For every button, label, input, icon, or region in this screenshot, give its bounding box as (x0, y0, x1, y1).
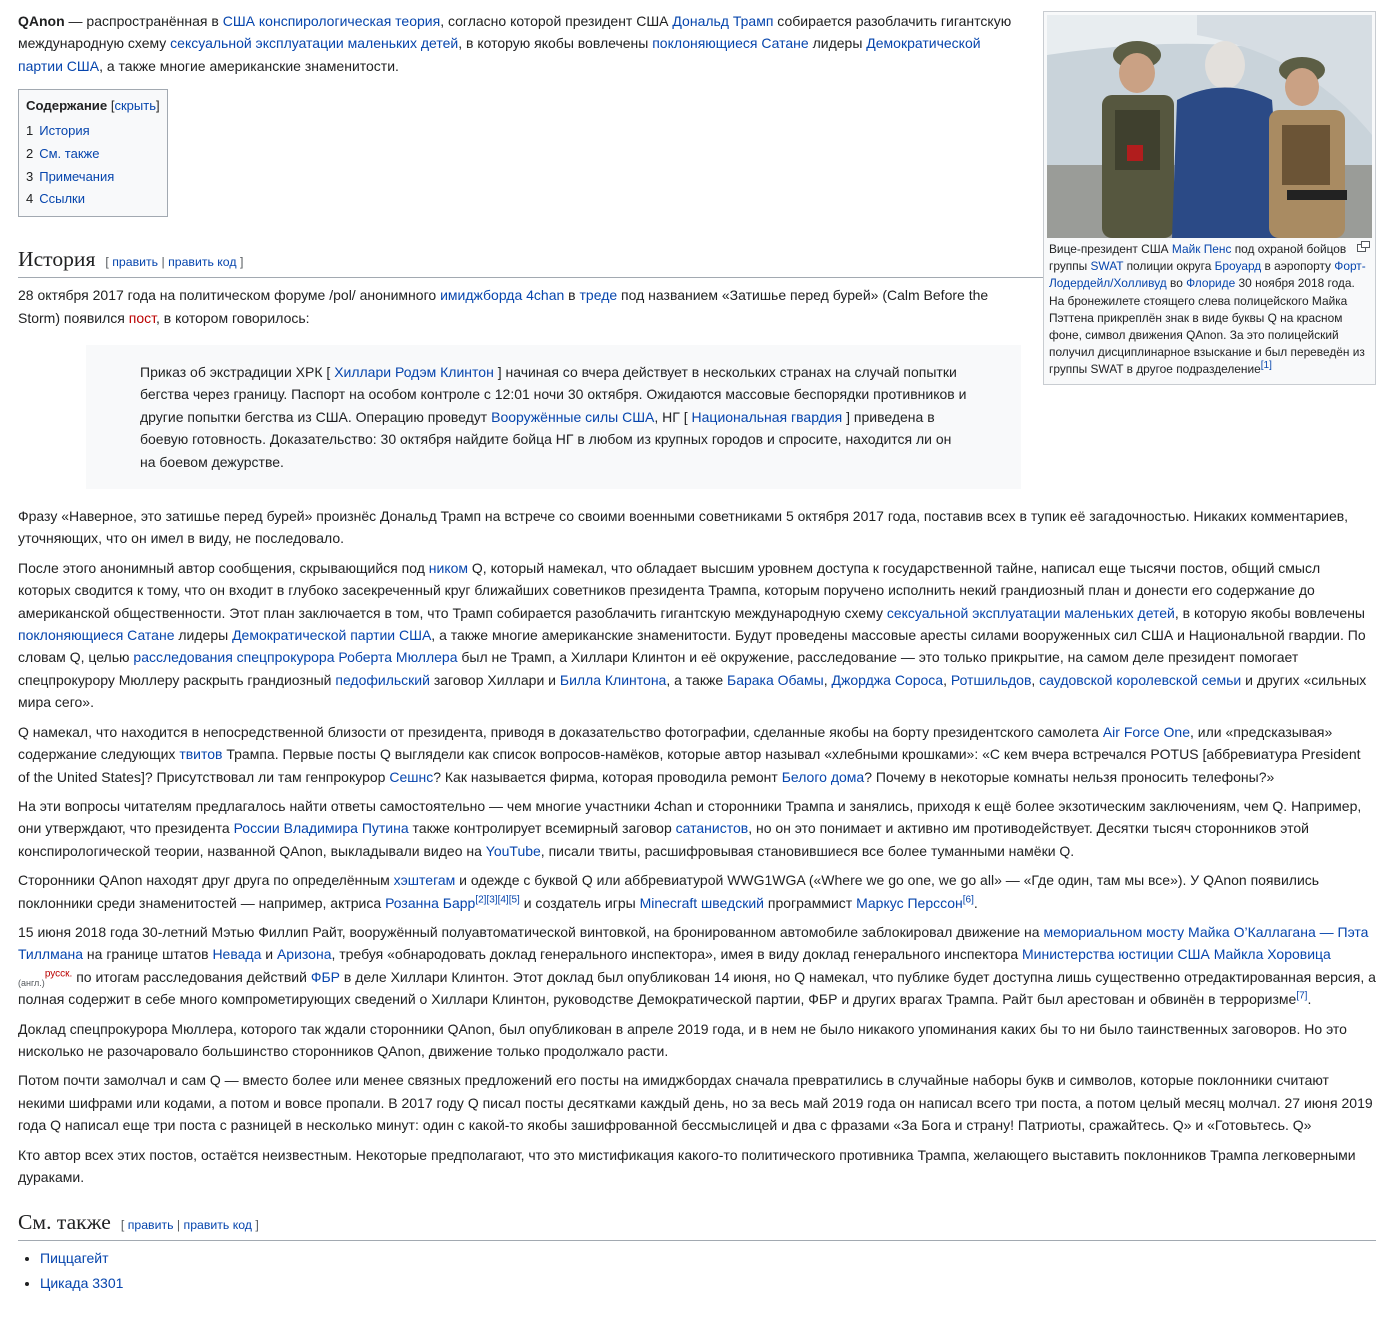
link-4chan[interactable]: 4chan (526, 287, 565, 304)
toc-item-see-also[interactable]: 2 См. также (26, 145, 100, 161)
ref-6[interactable]: [6] (962, 893, 974, 905)
edit-section-see-also: [ править | править код ] (120, 1218, 259, 1233)
link-hashtags[interactable]: хэштегам (393, 872, 456, 889)
list-item (40, 1247, 1376, 1269)
intro-paragraph: QAnon — распространённая в США конспирологическая теория, согласно которой президент США Дональд Трамп собирается разоблачить гигантскую международную схему сексуальной эксплуатации маленьких детей, в которую якобы вовлечены поклоняющиеся Сатане лидеры Демократической партии США, а также многие американские знаменитости. (18, 13, 1012, 74)
history-paragraph-5: На эти вопросы читателям предлагалось найти ответы самостоятельно — чем многие участники 4chan и сторонники Трампа и занялись, приходя к ещё более экзотическим заключениям, чем Q. Например, они утверждают, что президента России Владимира Путина также контролирует всемирный заговор сатанистов, но он это понимает и активно им противодействует. Десятки тысяч сторонников этой конспирологической теории, названной QAnon, выкладывали видео на YouTube, писали твиты, расшифровывая становившиеся все более туманными намёки Q. (18, 797, 1362, 859)
infobox-thumbnail (1043, 11, 1376, 385)
link-cicada-3301[interactable]: Цикада 3301 (40, 1274, 124, 1291)
ref-7[interactable]: [7] (1296, 990, 1308, 1002)
link-vladimir-putin[interactable]: Владимира Путина (283, 820, 409, 837)
toc-item-links[interactable]: 4 Ссылки (26, 191, 86, 207)
toc-hide-link[interactable]: скрыть (114, 98, 156, 114)
history-paragraph-8: Доклад спецпрокурора Мюллера, которого так ждали сторонники QAnon, был опубликован в апреле 2019 года, и в нем не было никакого упоминания каких бы то ни было таинственных заговоров. Но это нисколько не разочаровало большинство сторонников QAnon, движение только продолжало расти. (18, 1020, 1347, 1059)
infobox-photo[interactable] (1047, 15, 1372, 238)
link-markus-persson[interactable]: Маркус Перссон (856, 894, 963, 911)
history-paragraph-2: Фразу «Наверное, это затишье перед бурей» произнёс Дональд Трамп на встрече со своими военными советниками 5 октября 2017 года, поставив всех в тупик её загадочностью. Никаких комментариев, уточняющих, что он имел в виду, не последовало. (18, 508, 1349, 547)
link-hillary-clinton[interactable]: Хиллари Родэм Клинтон (334, 364, 494, 381)
see-also-list (40, 1247, 1376, 1294)
link-donald-trump[interactable]: Дональд Трамп (672, 13, 774, 29)
link-george-soros[interactable]: Джорджа Сороса (831, 671, 944, 688)
link-florida[interactable]: Флориде (1186, 276, 1236, 291)
link-pedophile[interactable]: педофильский (335, 671, 430, 688)
link-saudi-royal-family[interactable]: саудовской королевской семьи (1039, 671, 1242, 688)
toc-title: Содержание (26, 98, 108, 114)
magnify-icon[interactable] (1357, 241, 1370, 252)
toc-item-notes[interactable]: 3 Примечания (26, 168, 115, 184)
edit-section-history: [ править | править код ] (105, 255, 244, 270)
link-doj[interactable]: Министерства юстиции США (1022, 946, 1210, 963)
toc-list (26, 120, 160, 211)
list-item (40, 1272, 1376, 1294)
ref-1[interactable]: [1] (1260, 360, 1272, 372)
edit-code-link-see-also[interactable]: править код (183, 1218, 252, 1233)
link-swedish[interactable]: шведский (701, 894, 764, 911)
link-child-exploitation-2[interactable]: сексуальной эксплуатации маленьких детей (886, 604, 1175, 621)
infobox-caption: Вице-президент США Майк Пенс под охраной бойцов группы SWAT полиции округа Броуард в аэропорту Форт-Лодердейл/Холливуд во Флориде 30 ноября 2018 года. На бронежилете стоящего слева полицейского Майка Пэттена прикреплён знак в виде буквы Q на красном фоне, символ движения QAnon. За это полицейский получил дисциплинарное взыскание и был переведён из группы SWAT в другое подразделение[1] (1047, 238, 1372, 381)
link-mueller-investigation[interactable]: расследования спецпрокурора Роберта Мюллера (133, 649, 458, 666)
link-bill-clinton[interactable]: Билла Клинтона (559, 671, 667, 688)
link-nickname[interactable]: ником (428, 559, 469, 576)
section-heading-see-also: См. также [ править | править код ] (18, 1208, 1376, 1241)
russian-interwiki-label[interactable]: русск. (44, 968, 73, 980)
english-interwiki-label[interactable]: (англ.) (18, 977, 45, 988)
link-michael-horowitz[interactable]: Майкла Хоровица (1213, 946, 1331, 963)
history-paragraph-3: После этого анонимный автор сообщения, скрывающийся под ником Q, который намекал, что обладает высшим уровнем доступа к государственной тайне, написал еще тысячи постов, общий смысл которых сводится к тому, что он входит в глубоко засекреченный круг ближайших советников президента Трампа, которым поручено исполнить некий грандиозный план и донести его содержание до американской общественности. Этот план заключается в том, что Трамп собирается разоблачить гигантскую международную схему сексуальной эксплуатации маленьких детей, в которую якобы вовлечены поклоняющиеся Сатане лидеры Демократической партии США, а также многие американские знаменитости. Будут проведены массовые аресты силами вооруженных сил США и Национальной гвардии. По словам Q, целью расследования спецпрокурора Роберта Мюллера был не Трамп, а Хиллари Клинтон и её окружение, расследование — это только прикрытие, на самом деле президент помогает спецпрокурору Мюллеру раскрыть грандиозный педофильский заговор Хиллари и Билла Клинтона, а также Барака Обамы, Джорджа Сороса, Ротшильдов, саудовской королевской семьи и других «сильных мира сего». (18, 559, 1367, 711)
link-pizzagate[interactable]: Пиццагейт (40, 1250, 109, 1267)
link-roseanne-barr[interactable]: Розанна Барр (385, 894, 476, 911)
section-heading-history: История [ править | править код ] (18, 245, 1376, 278)
link-national-guard[interactable]: Национальная гвардия (691, 408, 843, 425)
link-mike-pence[interactable]: Майк Пенс (1171, 242, 1232, 256)
history-paragraph-10: Кто автор всех этих постов, остаётся неизвестным. Некоторые предполагают, что это мистификация какого-то политического противника Трампа, желающего выставить поклонников Трампа легковерными дураками. (18, 1146, 1356, 1186)
link-conspiracy-theory[interactable]: конспирологическая теория (258, 13, 441, 29)
link-swat[interactable]: SWAT (1090, 259, 1124, 274)
edit-link-see-also[interactable]: править (127, 1218, 174, 1233)
link-tillman-bridge[interactable]: мемориальном мосту Майка О’Каллагана — Пэта Тиллмана (18, 923, 1369, 963)
link-thread[interactable]: треде (579, 287, 618, 304)
history-paragraph-6: Сторонники QAnon находят друг друга по определённым хэштегам и одежде с буквой Q или аббревиатурой WWG1WGA («Where we go one, we go all» — «Где один, там мы все»). У QAnon появились поклонники среди знаменитостей — например, актриса Розанна Барр[2][3][4][5] и создатель игры Minecraft шведский программист Маркус Перссон[6]. (18, 872, 1320, 911)
link-barack-obama[interactable]: Барака Обамы (727, 671, 824, 688)
history-paragraph-4: Q намекал, что находится в непосредственной близости от президента, приводя в доказательство фотографии, сделанные якобы на борту президентского самолета Air Force One, или «предсказывая» содержание следующих твитов Трампа. Первые посты Q выглядели как список вопросов-намёков, которые автор называл «хлебными крошками»: «С кем вчера встречался POTUS [аббревиатура President of the United States]? Присутствовал ли там генпрокурор Сешнс? Как называется фирма, которая проводила ремонт Белого дома? Почему в некоторые комнаты нельзя проносить телефоны?» (18, 723, 1361, 785)
link-us-armed-forces[interactable]: Вооружённые силы США (491, 408, 655, 425)
link-nevada[interactable]: Невада (212, 946, 262, 963)
link-post-redlink[interactable]: пост (128, 309, 156, 326)
article-content (18, 10, 1376, 1296)
link-usa[interactable]: США (222, 13, 255, 29)
link-fbi[interactable]: ФБР (310, 968, 341, 985)
history-paragraph-7: 15 июня 2018 года 30-летний Мэтью Филлип Райт, вооружённый полуавтоматической винтовкой, на бронированном автомобиле заблокировал движение на мемориальном мосту Майка О’Каллагана — Пэта Тиллмана на границе штатов Невада и Аризона, требуя «обнародовать доклад генерального инспектора», имея в виду доклад генерального инспектора Министерства юстиции США Майкла Хоровица $_{(англ.)}^{русск.}$ по итогам расследования действий ФБР в деле Хиллари Клинтон. Этот доклад был опубликован 14 июня, но Q намекал, что публике будет доступна лишь существенно отредактированная версия, а полная содержит в себе много компрометирующих сведений о Хиллари Клинтон, руководстве Демократической партии, ФБР и других врагах Трампа. Райт был арестован и обвинён в терроризме[7]. (18, 923, 1376, 1008)
link-fll-airport[interactable]: Форт-Лодердейл/Холливуд (1049, 259, 1366, 291)
link-democratic-party-2[interactable]: Демократической партии США (232, 627, 432, 644)
edit-link[interactable]: править (112, 255, 159, 270)
photo-man-suit (1172, 88, 1282, 239)
edit-code-link[interactable]: править код (168, 255, 237, 270)
q-post-quote: Приказ об экстрадиции ХРК [ Хиллари Родэм Клинтон ] начиная со вчера действует в нескольких странах на случай попытки бегства через границу. Паспорт на особом контроле с 12:01 ночи 30 октября. Ожидаются массовые беспорядки противников и другие попытки бегства из США. Операцию проведут Вооружённые силы США, НГ [ Национальная гвардия ] приведена в боевую готовность. Доказательство: 30 октября найдите бойца НГ в любом из крупных городов и спросите, находится ли он на боевом дежурстве. (86, 345, 1021, 489)
link-imageboard[interactable]: имиджборда (440, 287, 523, 304)
link-democratic-party[interactable]: Демократической партии США (18, 35, 981, 74)
link-broward[interactable]: Броуард (1214, 259, 1262, 274)
link-minecraft[interactable]: Minecraft (639, 894, 698, 911)
link-satanists-3[interactable]: сатанистов (675, 820, 749, 837)
link-tweets[interactable]: твитов (179, 746, 223, 763)
link-youtube[interactable]: YouTube (485, 842, 541, 859)
ref-4[interactable]: [4] (497, 893, 509, 905)
table-of-contents: Содержание [скрыть] 1 История 2 См. также 3 Примечания 4 Ссылки (18, 89, 168, 217)
article-title-bold: QAnon (18, 13, 65, 29)
link-child-exploitation[interactable]: сексуальной эксплуатации маленьких детей (170, 35, 459, 52)
toc-item-history[interactable]: 1 История (26, 123, 90, 139)
ref-3[interactable]: [3] (486, 893, 498, 905)
history-paragraph-1: 28 октября 2017 года на политическом форуме /pol/ анонимного имиджборда 4chan в треде под названием «Затишье перед бурей» (Calm Before the Storm) появился пост, в котором говорилось: (18, 287, 989, 326)
link-sessions[interactable]: Сешнс (389, 768, 434, 785)
link-arizona[interactable]: Аризона (276, 946, 332, 963)
link-rothschilds[interactable]: Ротшильдов (950, 671, 1032, 688)
link-white-house[interactable]: Белого дома (781, 768, 865, 785)
history-paragraph-9: Потом почти замолчал и сам Q — вместо более или менее связных предложений его посты на имиджбордах сначала превратились в случайные наборы букв и символов, которые поклонники считают некими шифрами или кодами, а потом и вовсе пропали. В 2017 году Q писал посты десятками каждый день, но за весь май 2019 года он написал всего три поста, а потом целый месяц молчал. 27 июня 2019 года Q написал еще три поста с разницей в несколько минут: один с какой-то якобы зашифрованной бессмыслицей и два с фразами «За Бога и страну! Патриоты, сражайтесь. Q» и «Готовьтесь. Q» (18, 1072, 1373, 1134)
ref-2[interactable]: [2] (475, 893, 487, 905)
ref-5[interactable]: [5] (508, 893, 520, 905)
link-satanists[interactable]: поклоняющиеся Сатане (652, 35, 809, 52)
link-satanists-2[interactable]: поклоняющиеся Сатане (18, 627, 175, 644)
link-russia[interactable]: России (233, 820, 280, 837)
link-air-force-one[interactable]: Air Force One (1102, 723, 1190, 740)
